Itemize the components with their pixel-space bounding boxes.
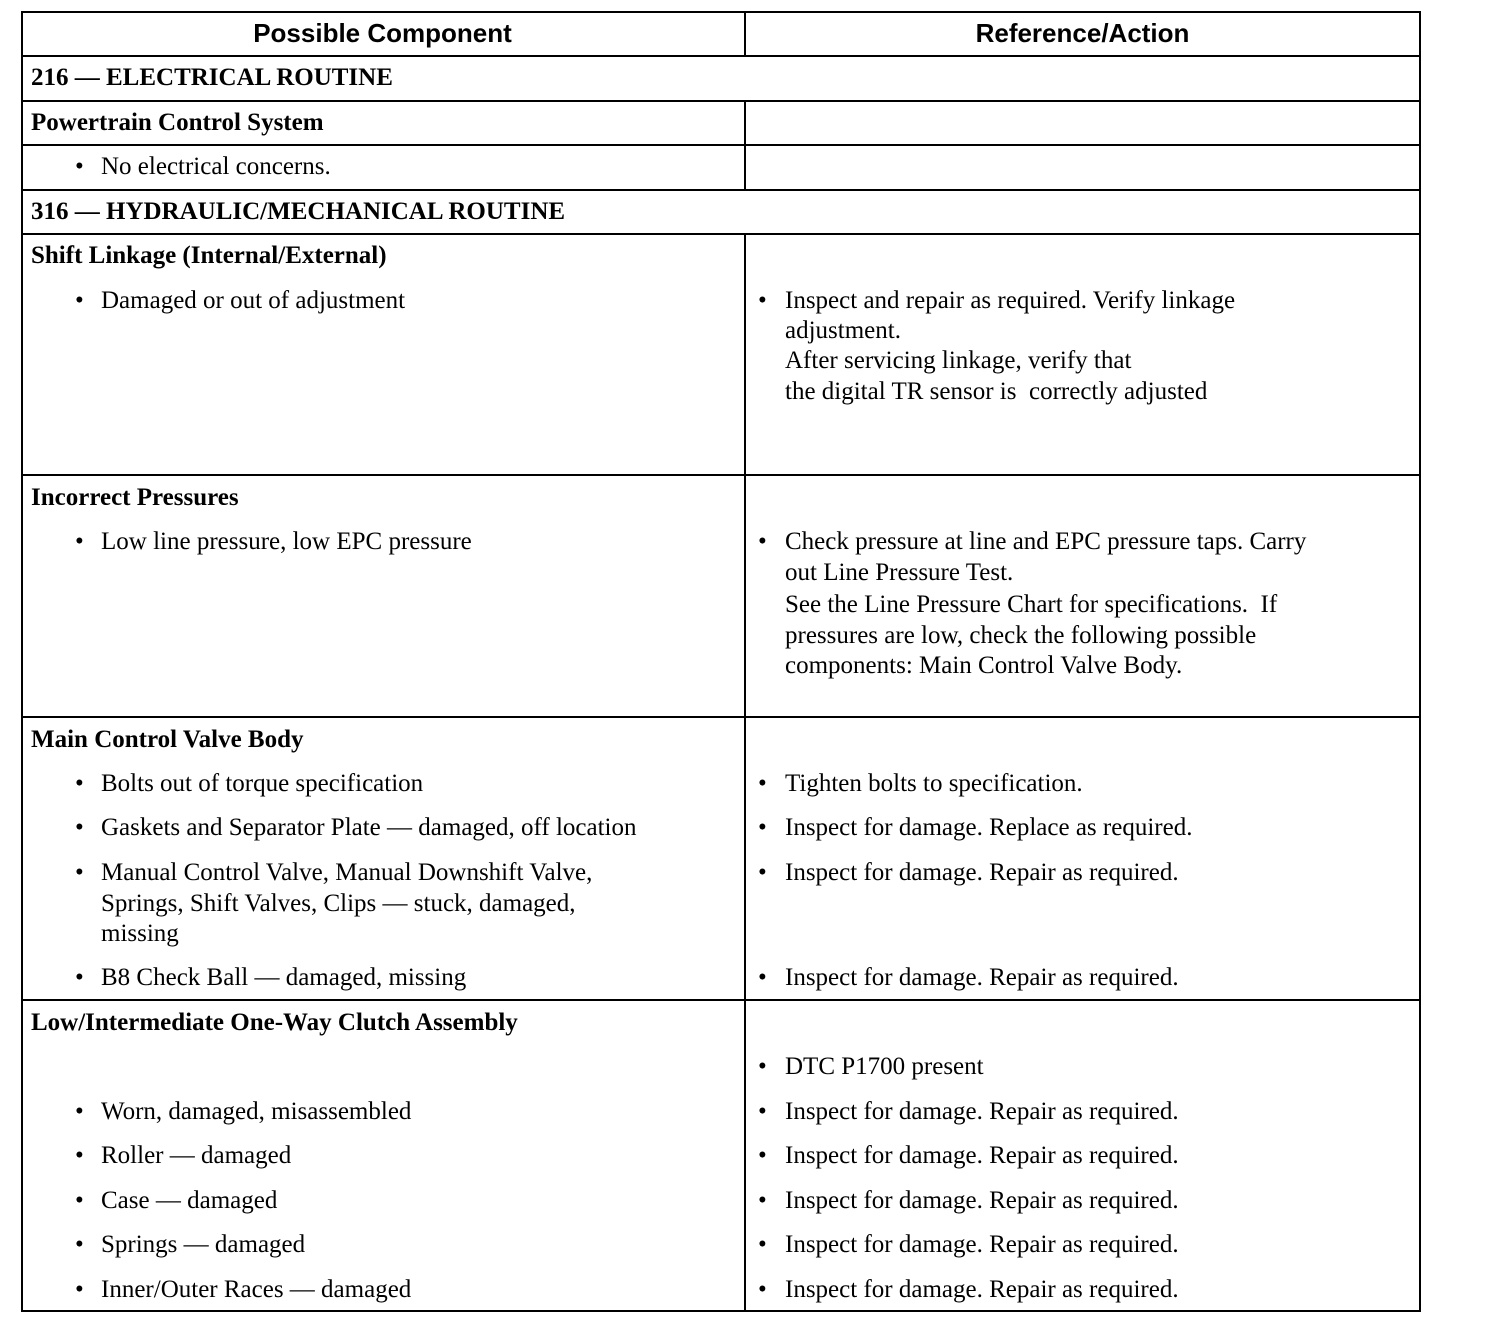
main-control-valve-title: Main Control Valve Body [31, 726, 304, 753]
shift-linkage-action-line: Inspect and repair as required. Verify linkage [785, 287, 1236, 314]
bullet: • [75, 814, 84, 841]
header-reference-action: Reference/Action [975, 18, 1190, 48]
section-electrical-routine: 216 — ELECTRICAL ROUTINE [31, 64, 393, 91]
row-divider [21, 999, 1421, 1001]
bullet: • [758, 770, 767, 797]
incorrect-pressures-item: Low line pressure, low EPC pressure [101, 528, 472, 555]
shift-linkage-item: Damaged or out of adjustment [101, 287, 406, 314]
table-border-top [21, 11, 1421, 13]
incorrect-pressures-action-line: components: Main Control Valve Body. [785, 652, 1183, 679]
main-control-valve-item: Bolts out of torque specification [101, 770, 424, 797]
main-control-valve-item: Manual Control Valve, Manual Downshift Valve, [101, 859, 593, 886]
bullet: • [75, 287, 84, 314]
shift-linkage-title: Shift Linkage (Internal/External) [31, 242, 387, 269]
bullet: • [75, 1276, 84, 1303]
bullet: • [758, 1187, 767, 1214]
main-control-valve-item: missing [101, 920, 179, 947]
bullet: • [758, 1142, 767, 1169]
clutch-dtc-action: DTC P1700 present [785, 1053, 984, 1080]
shift-linkage-action-line: After servicing linkage, verify that [785, 347, 1132, 374]
incorrect-pressures-action-line: See the Line Pressure Chart for specifications. If [785, 591, 1278, 618]
clutch-action: Inspect for damage. Repair as required. [785, 1098, 1179, 1125]
clutch-item: Roller — damaged [101, 1142, 292, 1169]
bullet: • [758, 1276, 767, 1303]
table-border-left [21, 11, 23, 1312]
section-hydraulic-routine: 316 — HYDRAULIC/MECHANICAL ROUTINE [31, 198, 566, 225]
bullet: • [758, 1231, 767, 1258]
bullet: • [758, 1098, 767, 1125]
bullet: • [758, 528, 767, 555]
row-divider [21, 55, 1421, 57]
column-divider [744, 100, 746, 191]
table-border-bottom [21, 1310, 1421, 1312]
clutch-action: Inspect for damage. Repair as required. [785, 1142, 1179, 1169]
bullet: • [758, 1053, 767, 1080]
clutch-item: Case — damaged [101, 1187, 278, 1214]
bullet: • [75, 528, 84, 555]
incorrect-pressures-action-line: pressures are low, check the following possible [785, 622, 1257, 649]
main-control-valve-item: B8 Check Ball — damaged, missing [101, 964, 467, 991]
clutch-assembly-title: Low/Intermediate One-Way Clutch Assembly [31, 1009, 518, 1036]
main-control-valve-action: Inspect for damage. Replace as required. [785, 814, 1193, 841]
row-divider [21, 474, 1421, 476]
main-control-valve-action: Tighten bolts to specification. [785, 770, 1083, 797]
powertrain-title: Powertrain Control System [31, 109, 324, 136]
bullet: • [75, 153, 84, 180]
bullet: • [75, 1231, 84, 1258]
bullet: • [758, 964, 767, 991]
main-control-valve-action: Inspect for damage. Repair as required. [785, 859, 1179, 886]
row-divider [21, 189, 1421, 191]
clutch-item: Worn, damaged, misassembled [101, 1098, 412, 1125]
bullet: • [758, 814, 767, 841]
bullet: • [758, 859, 767, 886]
powertrain-item: No electrical concerns. [101, 153, 331, 180]
diagnostic-table [21, 11, 1421, 1312]
shift-linkage-action-line: the digital TR sensor is correctly adjusted [785, 378, 1208, 405]
row-divider [21, 144, 1421, 146]
incorrect-pressures-action-line: out Line Pressure Test. [785, 559, 1014, 586]
clutch-item: Springs — damaged [101, 1231, 306, 1258]
column-divider [744, 233, 746, 1312]
table-border-right [1419, 11, 1421, 1312]
row-divider [21, 716, 1421, 718]
bullet: • [75, 964, 84, 991]
bullet: • [758, 287, 767, 314]
clutch-item: Inner/Outer Races — damaged [101, 1276, 412, 1303]
clutch-action: Inspect for damage. Repair as required. [785, 1187, 1179, 1214]
bullet: • [75, 770, 84, 797]
bullet: • [75, 1098, 84, 1125]
bullet: • [75, 1187, 84, 1214]
bullet: • [75, 1142, 84, 1169]
main-control-valve-action: Inspect for damage. Repair as required. [785, 964, 1179, 991]
bullet: • [75, 859, 84, 886]
row-divider [21, 233, 1421, 235]
clutch-action: Inspect for damage. Repair as required. [785, 1231, 1179, 1258]
main-control-valve-item: Gaskets and Separator Plate — damaged, off location [101, 814, 637, 841]
row-divider [21, 100, 1421, 102]
incorrect-pressures-action-line: Check pressure at line and EPC pressure taps. Carry [785, 528, 1307, 555]
shift-linkage-action-line: adjustment. [785, 317, 901, 344]
incorrect-pressures-title: Incorrect Pressures [31, 484, 239, 511]
clutch-action: Inspect for damage. Repair as required. [785, 1276, 1179, 1303]
main-control-valve-item: Springs, Shift Valves, Clips — stuck, damaged, [101, 890, 576, 917]
header-possible-component: Possible Component [253, 18, 512, 48]
